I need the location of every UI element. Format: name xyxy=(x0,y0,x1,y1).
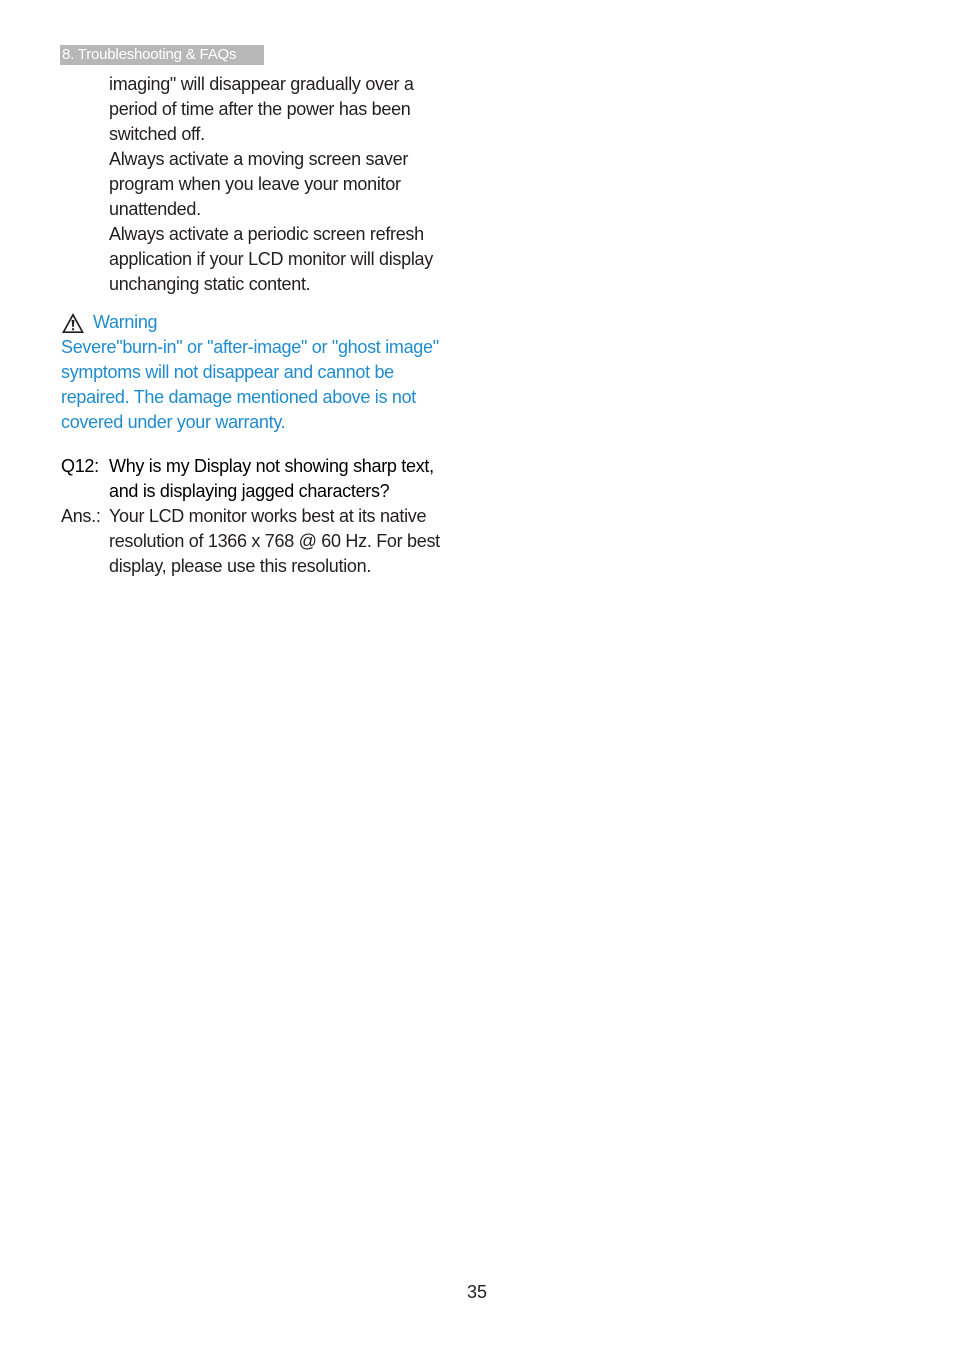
warning-triangle-icon xyxy=(61,312,85,334)
paragraph-burn-in-continuation: imaging" will disappear gradually over a period of time after the power has been switched off. xyxy=(109,74,414,144)
continuation-text xyxy=(109,72,461,297)
warning-heading xyxy=(61,310,461,335)
answer-text: Your LCD monitor works best at its native resolution of 1366 x 768 @ 60 Hz. For best display, please use this resolution. xyxy=(109,506,440,576)
question-label: Q12: xyxy=(61,456,99,476)
warning-box xyxy=(61,310,461,435)
page-number: 35 xyxy=(466,1282,488,1302)
question-row xyxy=(61,454,461,504)
warning-body: Severe"burn-in" or "after-image" or "ghost image" symptoms will not disappear and cannot be repaired. The damage mentioned above is not covered under your warranty. xyxy=(61,337,439,432)
paragraph-screen-refresh: Always activate a periodic screen refresh application if your LCD monitor will display unchanging static content. xyxy=(109,224,433,294)
faq-q12 xyxy=(61,454,461,579)
section-header-tab: 8. Troubleshooting & FAQs xyxy=(60,45,264,65)
paragraph-screen-saver: Always activate a moving screen saver program when you leave your monitor unattended. xyxy=(109,149,409,219)
question-text: Why is my Display not showing sharp text, and is displaying jagged characters? xyxy=(109,456,434,501)
answer-label: Ans.: xyxy=(61,506,101,526)
warning-title: Warning xyxy=(93,312,158,332)
content-column xyxy=(61,72,461,579)
answer-row xyxy=(61,504,461,579)
